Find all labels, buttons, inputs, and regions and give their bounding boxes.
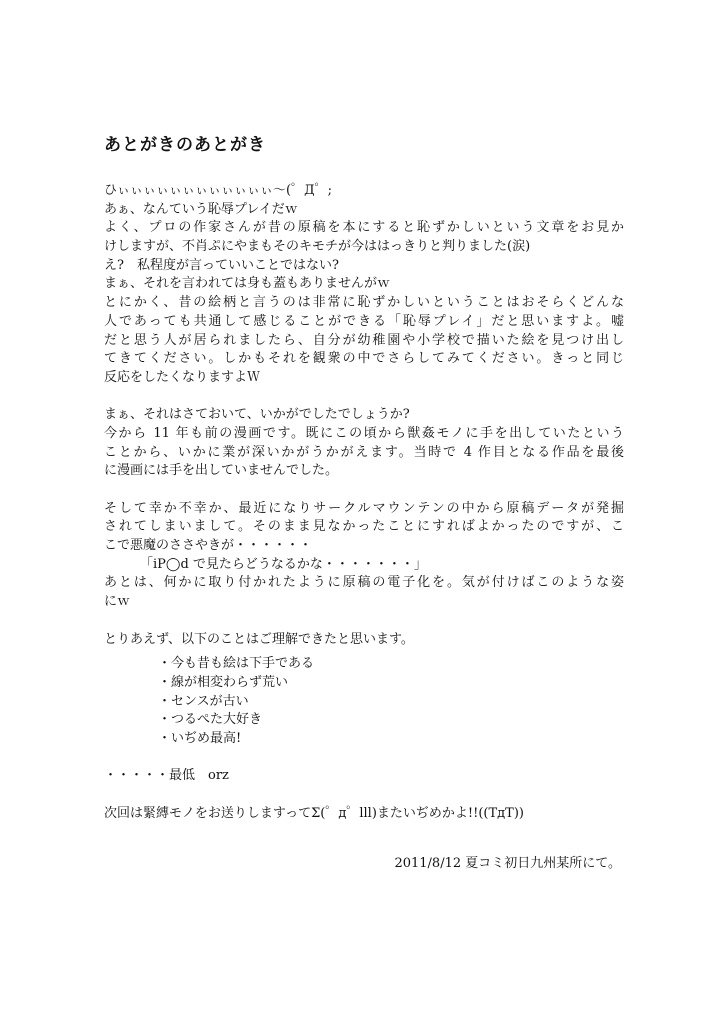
- list-item: ・線が相変わらず荒い: [158, 674, 289, 690]
- page-title: あとがきのあとがき: [104, 135, 266, 155]
- text-line: 人であっても共通して感じることができる「恥辱プレイ」だと思いますよ。嘘: [104, 313, 624, 329]
- bullet-list: [104, 655, 624, 748]
- text-line: え? 私程度が言っていいことではない?: [104, 257, 339, 273]
- text-line: ひぃぃぃぃぃぃぃぃぃぃぃぃ～(゜Д゜;: [104, 183, 333, 198]
- text-line: にｗ: [104, 594, 131, 610]
- text-line: こで悪魔のささやきが・・・・・・: [104, 538, 313, 554]
- text-line: けしますが、不肖ぷにやまもそのキモチが今ははっきりと判りました(涙): [104, 239, 531, 255]
- list-intro: とりあえず、以下のことはご理解できたと思います。: [104, 631, 414, 647]
- list-item: ・センスが古い: [158, 693, 249, 709]
- closing-line: ・・・・・最低 orz: [104, 768, 229, 784]
- paragraph-gap: [104, 786, 624, 805]
- paragraph-gap: [104, 388, 624, 407]
- list-item: ・つるぺた大好き: [158, 712, 263, 728]
- list-item: ・今も昔も絵は下手である: [158, 656, 315, 672]
- text-line: まぁ、それを言われては身も蓋もありませんがｗ: [104, 276, 391, 292]
- text-line: あとは、何かに取り付かれたように原稿の電子化を。気が付けばこのような姿: [104, 575, 624, 591]
- text-line: とにかく、昔の絵柄と言うのは非常に恥ずかしいということはおそらくどんな: [104, 295, 624, 311]
- signature-date: 2011/8/12 夏コミ初日九州某所にて。: [394, 856, 621, 871]
- closing-line: 次回は緊縛モノをお送りしますってΣ(゜д゜lll)またいぢめかよ!!((TдT)): [104, 805, 524, 821]
- quote-line: 「iP◯d で見たらどうなるかな・・・・・・・」: [140, 556, 427, 572]
- paragraph-gap: [104, 612, 624, 631]
- text-line: よく、プロの作家さんが昔の原稿を本にすると恥ずかしいという文章をお見か: [104, 220, 624, 236]
- text-line: 今から 11 年も前の漫画です。既にこの頃から獣姦モノに手を出していたという: [104, 425, 624, 441]
- text-line: あぁ、なんていう恥辱プレイだｗ: [104, 201, 298, 217]
- paragraph-gap: [104, 481, 624, 500]
- text-line: に漫画には手を出していませんでした。: [104, 463, 339, 479]
- paragraph-gap: [104, 749, 624, 768]
- text-line: されてしまいまして。そのまま見なかったことにすればよかったのですが、こ: [104, 519, 624, 535]
- afterword-body: [104, 182, 624, 823]
- text-line: ことから、いかに業が深いかがうかがえます。当時で 4 作目となる作品を最後: [104, 444, 624, 460]
- list-item: ・いぢめ最高!: [158, 730, 242, 746]
- text-line: 反応をしたくなりますよＷ: [104, 369, 261, 385]
- text-line: まぁ、それはさておいて、いかがでしたでしょうか?: [104, 407, 410, 423]
- text-line: そして幸か不幸か、最近になりサークルマウンテンの中から原稿データが発掘: [104, 500, 624, 516]
- text-line: てきてください。しかもそれを観衆の中でさらしてみてください。きっと同じ: [104, 351, 624, 367]
- text-line: だと思う人が居られましたら、自分が幼稚園や小学校で描いた絵を見つけ出し: [104, 332, 624, 348]
